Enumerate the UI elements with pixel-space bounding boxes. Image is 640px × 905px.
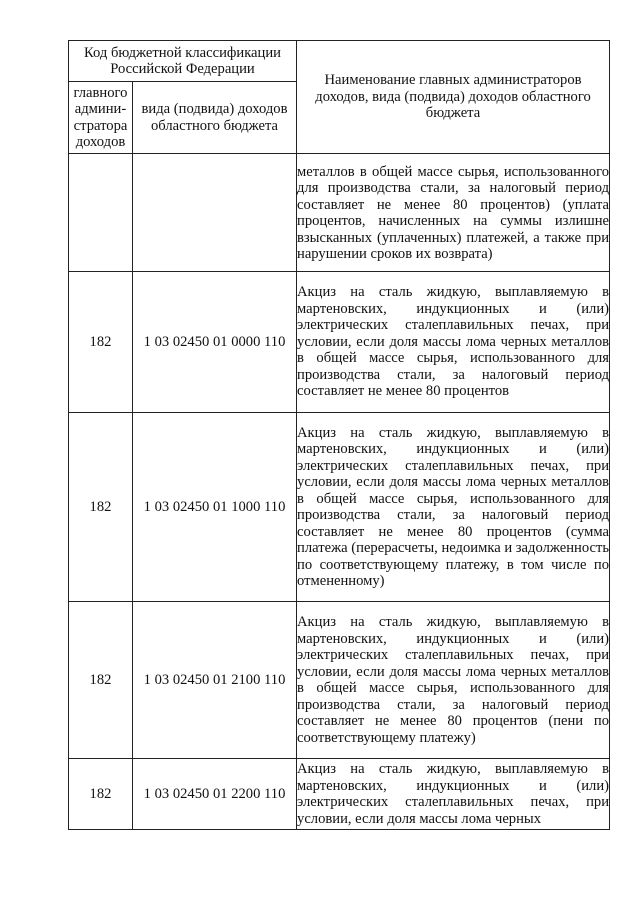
table-row bbox=[69, 413, 610, 602]
header-name-column: Наименование главных администраторов доходов, вида (подвида) доходов областного бюджета bbox=[297, 41, 610, 154]
header-code-group: Код бюджетной классификации Российской Федерации bbox=[69, 41, 297, 82]
revenue-code-cell: 1 03 02450 01 1000 110 bbox=[133, 413, 297, 602]
revenue-code-cell: 1 03 02450 01 0000 110 bbox=[133, 272, 297, 413]
revenue-name-cell: Акциз на сталь жидкую, выплавляемую в мартеновских, индукционных и (или) электрических сталеплавильных печах, при условии, если доля массы лома черных bbox=[297, 759, 610, 830]
budget-classification-table bbox=[68, 40, 610, 830]
admin-code-cell: 182 bbox=[69, 602, 133, 759]
header-type-column: вида (подвида) доходов областного бюджета bbox=[133, 82, 297, 154]
header-row-top bbox=[69, 41, 610, 82]
admin-code-cell: 182 bbox=[69, 759, 133, 830]
revenue-name-cell: металлов в общей массе сырья, использованного для производства стали, за налоговый период составляет не менее 80 процентов) (уплата процентов, начисленных на суммы излишне взысканных (уплаченных) платежей, а также при нарушении сроков их возврата) bbox=[297, 154, 610, 272]
header-admin-column: главного админи-стратора доходов bbox=[69, 82, 133, 154]
admin-code-cell: 182 bbox=[69, 413, 133, 602]
admin-code-cell: 182 bbox=[69, 272, 133, 413]
revenue-name-cell: Акциз на сталь жидкую, выплавляемую в мартеновских, индукционных и (или) электрических сталеплавильных печах, при условии, если доля массы лома черных металлов в общей массе сырья, использованного для производства стали, за налоговый период составляет не менее 80 процентов (пени по соответствующему платежу) bbox=[297, 602, 610, 759]
table-row bbox=[69, 759, 610, 830]
revenue-name-cell: Акциз на сталь жидкую, выплавляемую в мартеновских, индукционных и (или) электрических сталеплавильных печах, при условии, если доля массы лома черных металлов в общей массе сырья, использованного для производства стали, за налоговый период составляет не менее 80 процентов bbox=[297, 272, 610, 413]
revenue-code-cell: 1 03 02450 01 2100 110 bbox=[133, 602, 297, 759]
revenue-name-cell: Акциз на сталь жидкую, выплавляемую в мартеновских, индукционных и (или) электрических сталеплавильных печах, при условии, если доля массы лома черных металлов в общей массе сырья, использованного для производства стали, за налоговый период составляет не менее 80 процентов (сумма платежа (перерасчеты, недоимка и задолженность по соответствующему платежу, в том числе по отмененному) bbox=[297, 413, 610, 602]
table-row bbox=[69, 602, 610, 759]
table-row bbox=[69, 154, 610, 272]
revenue-code-cell bbox=[133, 154, 297, 272]
revenue-code-cell: 1 03 02450 01 2200 110 bbox=[133, 759, 297, 830]
admin-code-cell bbox=[69, 154, 133, 272]
table-row bbox=[69, 272, 610, 413]
